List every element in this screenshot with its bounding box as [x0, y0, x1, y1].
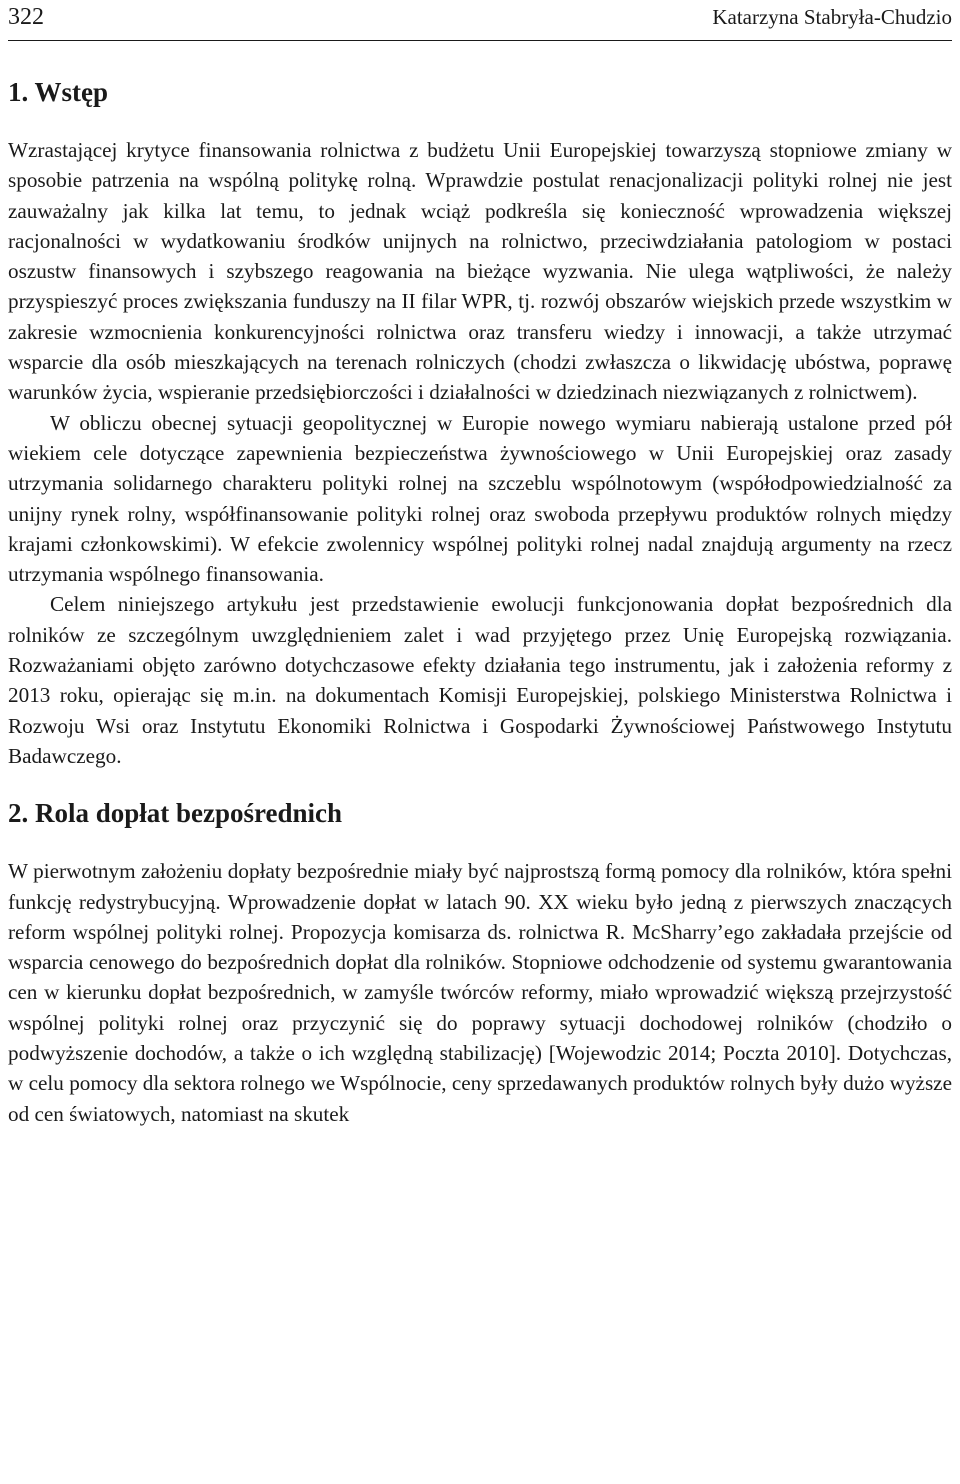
- running-header-author: Katarzyna Stabryła-Chudzio: [712, 5, 952, 29]
- paragraph: W pierwotnym założeniu dopłaty bezpośrednie miały być najprostszą formą pomocy dla rolników, która spełni funkcję redystrybucyjną. Wprowadzenie dopłat w latach 90. XX wieku było jedną z pierwszych znaczących reform wspólnej polityki rolnej. Propozycja komisarza ds. rolnictwa R. McSharry’ego zakładała przejście od wsparcia cenowego do bezpośrednich dopłat dla rolników. Stopniowe odchodzenie od systemu gwarantowania cen w kierunku dopłat bezpośrednich, w zamyśle twórców reformy, miało wprowadzić większą przejrzystość wspólnej polityki rolnej oraz przyczynić się do poprawy sytuacji dochodowej rolników (chodziło o podwyższenie dochodów, a także o ich względną stabilizację) [Wojewodzic 2014; Poczta 2010]. Dotychczas, w celu pomocy dla sektora rolnego we Wspólnocie, ceny sprzedawanych produktów rolnych były dużo wyższe od cen światowych, natomiast na skutek: [8, 859, 952, 1126]
- section-heading-introduction: 1. Wstęp: [8, 77, 109, 107]
- page-number: 322: [8, 4, 44, 30]
- section-heading-direct-payments: 2. Rola dopłat bezpośrednich: [8, 798, 343, 829]
- running-header: [8, 0, 952, 41]
- paragraph: Celem niniejszego artykułu jest przedstawienie ewolucji funkcjonowania dopłat bezpośrednich dla rolników ze szczególnym uwzględnieniem zalet i wad przyjętego przez Unię Europejską rozwiązania. Rozważaniami objęto zarówno dotychczasowe efekty działania tego instrumentu, jak i założenia reformy z 2013 roku, opierając się m.in. na dokumentach Komisji Europejskiej, polskiego Ministerstwa Rolnictwa i Rozwoju Wsi oraz Instytutu Ekonomiki Rolnictwa i Gospodarki Żywnościowej Państwowego Instytutu Badawczego.: [8, 592, 952, 768]
- paragraph: W obliczu obecnej sytuacji geopolitycznej w Europie nowego wymiaru nabierają ustalone przed pół wiekiem cele dotyczące zapewnienia bezpieczeństwa żywnościowego w Unii Europejskiej oraz zasady utrzymania solidarnego charakteru polityki rolnej na szczeblu wspólnotowym (współodpowiedzialność za unijny rynek rolny, współfinansowanie polityki rolnej oraz swoboda przepływu produktów rolnych między krajami członkowskimi). W efekcie zwolennicy wspólnej polityki rolnej nadal znajdują argumenty na rzecz utrzymania wspólnego finansowania.: [8, 410, 952, 587]
- paragraph: Wzrastającej krytyce finansowania rolnictwa z budżetu Unii Europejskiej towarzyszą stopniowe zmiany w sposobie patrzenia na wspólną politykę rolną. Wprawdzie postulat renacjonalizacji polityki rolnej nie jest zauważalny jak kilka lat temu, to jednak wciąż podkreśla się konieczność wprowadzenia większej racjonalności w wydatkowaniu środków unijnych na rolnictwo, przeciwdziałania patologiom w postaci oszustw finansowych i szybszego reagowania na bieżące wyzwania. Nie ulega wątpliwości, że należy przyspieszyć proces zwiększania funduszy na II filar WPR, tj. rozwój obszarów wiejskich przede wszystkim w zakresie wzmocnienia konkurencyjności rolnictwa oraz transferu wiedzy i innowacji, a także utrzymać wsparcie dla osób mieszkających na terenach rolniczych (chodzi zwłaszcza o likwidację ubóstwa, poprawę warunków życia, wspieranie przedsiębiorczości i działalności w dziedzinach niezwiązanych z rolnictwem).: [8, 138, 952, 405]
